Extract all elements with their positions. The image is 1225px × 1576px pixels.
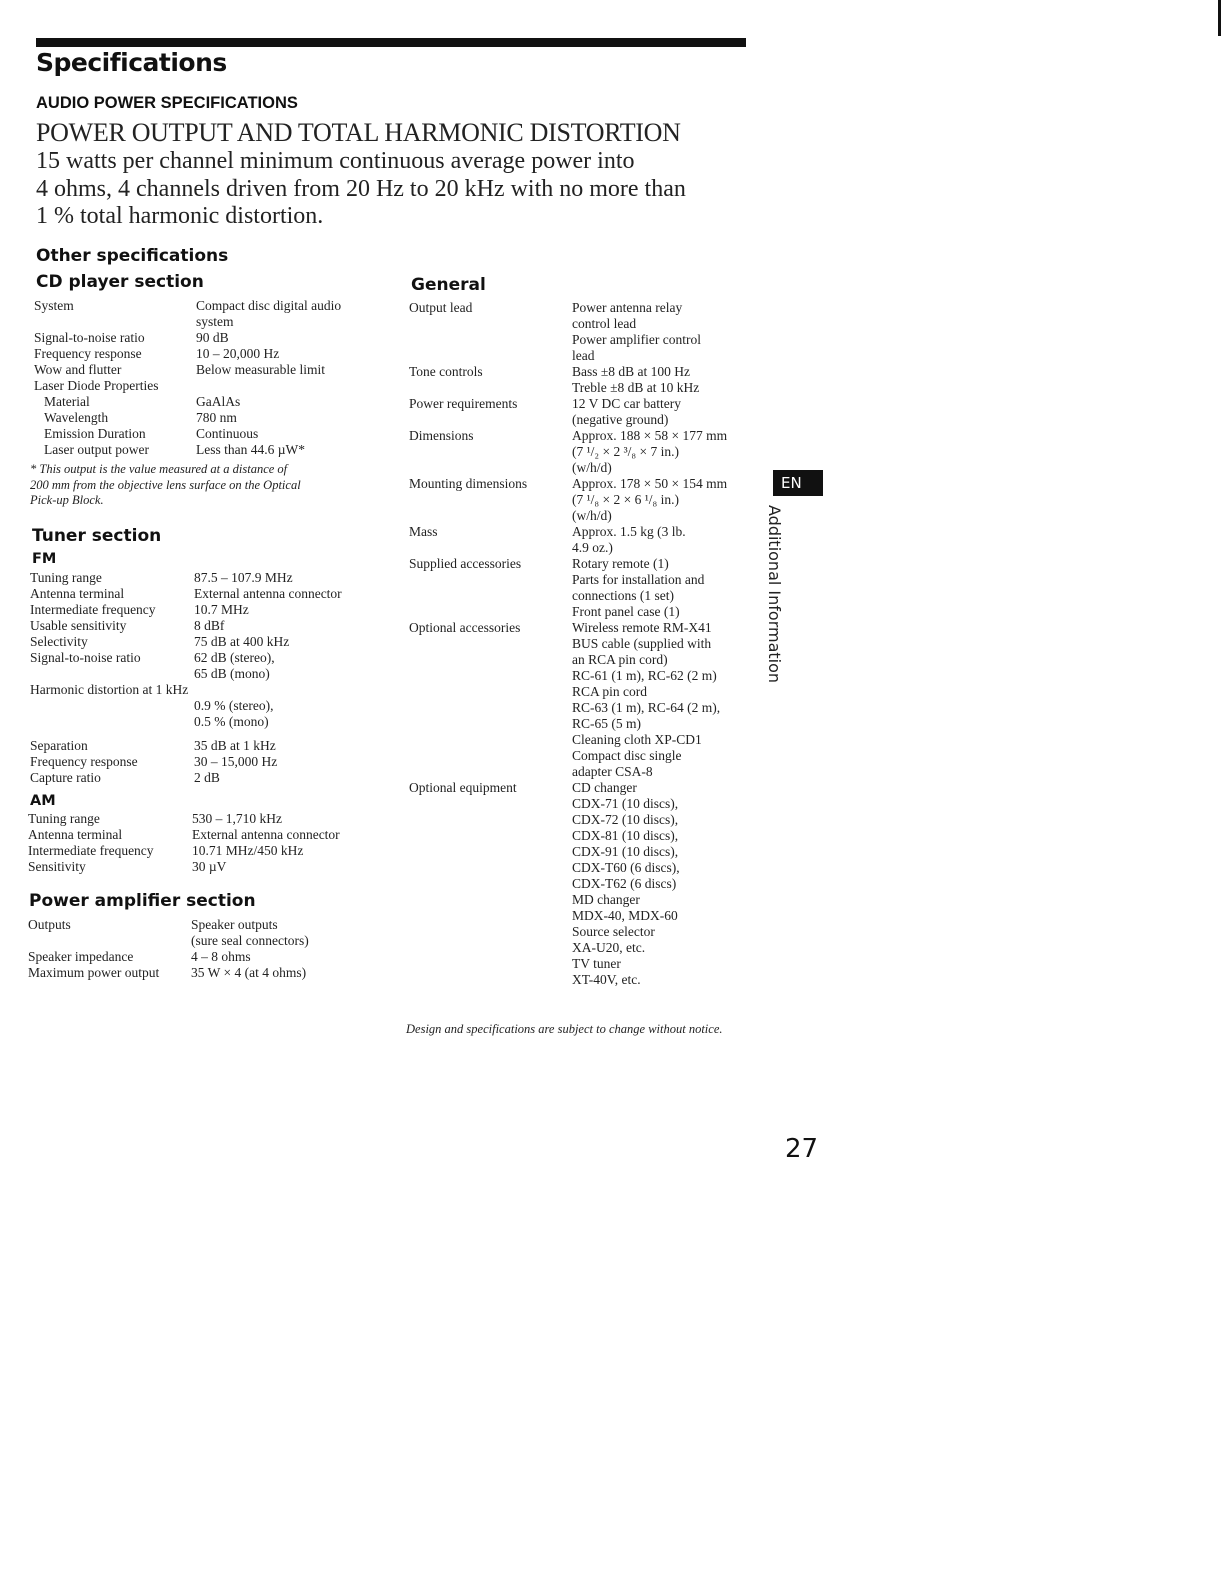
statement-line: 15 watts per channel minimum continuous average power into [36, 148, 635, 174]
spec-row [409, 428, 769, 476]
spec-value: 75 dB at 400 kHz [194, 634, 290, 649]
spec-value: 4 – 8 ohms [191, 949, 251, 964]
spec-value: 90 dB [196, 330, 229, 345]
spec-label: Optional accessories [409, 620, 521, 635]
spec-value: 87.5 – 107.9 MHz [194, 570, 293, 585]
spec-label: Laser output power [44, 442, 149, 457]
spec-label: System [34, 298, 74, 313]
cd-spec-list [34, 298, 384, 458]
spec-value: 2 dB [194, 770, 220, 785]
am-heading: AM [30, 793, 56, 809]
spec-value: 35 W × 4 (at 4 ohms) [191, 965, 307, 980]
language-tab: EN [773, 470, 823, 496]
amp-section-heading: Power amplifier section [29, 891, 256, 911]
spec-label: Output lead [409, 300, 473, 315]
footnote-line: Pick-up Block. [30, 493, 104, 507]
spec-value: 780 nm [196, 410, 237, 425]
spec-label: Power requirements [409, 396, 518, 411]
spec-row [28, 949, 388, 965]
cd-section-heading: CD player section [36, 272, 204, 292]
spec-label: Antenna terminal [28, 827, 123, 842]
spec-row [34, 442, 384, 458]
spec-value: Continuous [196, 426, 259, 441]
spec-value: External antenna connector [194, 586, 342, 601]
spec-row [30, 570, 390, 586]
laser-footnote [30, 462, 370, 509]
page-edge-mark [1218, 0, 1221, 36]
spec-value: 10.7 MHz [194, 602, 249, 617]
side-section-label: Additional Information [765, 505, 784, 684]
header-rule [36, 38, 746, 47]
general-section-heading: General [411, 275, 486, 295]
spec-label: Signal-to-noise ratio [30, 650, 141, 665]
spec-value: CD changer CDX-71 (10 discs), CDX-72 (10 discs), CDX-81 (10 discs), CDX-91 (10 discs), CDX-T60 (6 discs), CDX-T62 (6 discs) MD changer MDX-40, MDX-60 Source selector XA-U20, etc. TV tuner XT-40V, etc. [572, 780, 680, 987]
spec-value: Less than 44.6 µW* [196, 442, 306, 457]
spec-row [409, 780, 769, 988]
tuner-section-heading: Tuner section [32, 526, 162, 546]
spec-label: Maximum power output [28, 965, 160, 980]
spec-value: Approx. 188 × 58 × 177 mm (7 ¹/₂ × 2 ³/₈ × 7 in.) (w/h/d) [572, 428, 728, 475]
other-specifications-heading: Other specifications [36, 246, 229, 266]
spec-label: Mounting dimensions [409, 476, 528, 491]
spec-label: Tuning range [30, 570, 102, 585]
spec-label: Supplied accessories [409, 556, 522, 571]
spec-value: 30 – 15,000 Hz [194, 754, 278, 769]
spec-row [34, 410, 384, 426]
spec-label: Harmonic distortion at 1 kHz [30, 682, 189, 697]
spec-row [28, 811, 388, 827]
spec-row [409, 364, 769, 396]
fm-heading: FM [32, 551, 57, 567]
footnote-line: * This output is the value measured at a distance of [30, 462, 288, 476]
power-output-heading: POWER OUTPUT AND TOTAL HARMONIC DISTORTION [36, 118, 681, 147]
spec-row [30, 754, 390, 770]
spec-label: Laser Diode Properties [34, 378, 159, 393]
spec-row [34, 346, 384, 362]
spec-value: 62 dB (stereo), 65 dB (mono) [194, 650, 275, 681]
spec-label: Signal-to-noise ratio [34, 330, 145, 345]
fm-spec-list [30, 570, 390, 786]
spec-value: 8 dBf [194, 618, 225, 633]
audio-power-heading: AUDIO POWER SPECIFICATIONS [36, 94, 298, 112]
page-title: Specifications [36, 48, 227, 77]
spec-value: 10 – 20,000 Hz [196, 346, 280, 361]
spec-row [409, 476, 769, 524]
spec-label: Frequency response [30, 754, 138, 769]
am-spec-list [28, 811, 388, 875]
spec-row [30, 602, 390, 618]
spec-row [30, 586, 390, 602]
spec-label: Intermediate frequency [30, 602, 156, 617]
spec-row [28, 827, 388, 843]
spec-row [34, 298, 384, 330]
spec-label: Antenna terminal [30, 586, 125, 601]
spec-value: Bass ±8 dB at 100 Hz Treble ±8 dB at 10 kHz [572, 364, 700, 395]
spec-value: Below measurable limit [196, 362, 325, 377]
spec-value: 10.71 MHz/450 kHz [192, 843, 304, 858]
spec-value: External antenna connector [192, 827, 340, 842]
spec-value: 30 µV [192, 859, 227, 874]
spec-row [28, 859, 388, 875]
spec-label: Capture ratio [30, 770, 101, 785]
spec-row [30, 650, 390, 682]
spec-row [30, 770, 390, 786]
spec-label: Separation [30, 738, 88, 753]
spec-row [30, 618, 390, 634]
spec-value: Approx. 178 × 50 × 154 mm (7 ¹/₈ × 2 × 6 ¹/₈ in.) (w/h/d) [572, 476, 728, 523]
spec-value: 0.9 % (stereo), 0.5 % (mono) [194, 698, 274, 729]
spec-row [30, 682, 390, 730]
spec-label: Tone controls [409, 364, 483, 379]
spec-label: Wow and flutter [34, 362, 122, 377]
spec-label: Selectivity [30, 634, 88, 649]
spec-row [28, 917, 388, 949]
spec-label: Intermediate frequency [28, 843, 154, 858]
spec-value: 35 dB at 1 kHz [194, 738, 276, 753]
spec-row [30, 738, 390, 754]
spec-label: Optional equipment [409, 780, 517, 795]
spec-label: Tuning range [28, 811, 100, 826]
spec-value: Approx. 1.5 kg (3 lb. 4.9 oz.) [572, 524, 686, 555]
spec-value: Speaker outputs (sure seal connectors) [191, 917, 309, 948]
spec-value: Compact disc digital audio system [196, 298, 342, 329]
spec-value: Power antenna relay control lead Power amplifier control lead [572, 300, 701, 363]
spec-row [409, 300, 769, 364]
general-spec-list [409, 300, 769, 988]
spec-row [28, 843, 388, 859]
spec-label: Mass [409, 524, 438, 539]
spec-row [30, 634, 390, 650]
spec-label: Wavelength [44, 410, 109, 425]
spec-row [34, 362, 384, 378]
spec-value: 530 – 1,710 kHz [192, 811, 282, 826]
spec-row [34, 378, 384, 394]
power-statement [36, 148, 756, 231]
spec-label: Emission Duration [44, 426, 146, 441]
spec-row [34, 330, 384, 346]
spec-row [28, 965, 388, 981]
spec-row [34, 426, 384, 442]
amp-spec-list [28, 917, 388, 981]
statement-line: 4 ohms, 4 channels driven from 20 Hz to 20 kHz with no more than [36, 175, 686, 202]
spec-row [409, 396, 769, 428]
spec-value: GaAlAs [196, 394, 241, 409]
statement-line: 1 % total harmonic distortion. [36, 203, 324, 229]
footnote-line: 200 mm from the objective lens surface on the Optical [30, 477, 301, 492]
spec-label: Sensitivity [28, 859, 86, 874]
spec-row [409, 556, 769, 620]
spec-value: 12 V DC car battery (negative ground) [572, 396, 681, 427]
spec-label: Speaker impedance [28, 949, 134, 964]
spec-value: Wireless remote RM-X41 BUS cable (supplied with an RCA pin cord) RC-61 (1 m), RC-62 (2 m) RCA pin cord RC-63 (1 m), RC-64 (2 m), RC-65 (5 m) Cleaning cloth XP-CD1 Compact disc single adapter CSA-8 [572, 620, 721, 779]
spec-row [409, 524, 769, 556]
spec-label: Dimensions [409, 428, 474, 443]
spec-row [409, 620, 769, 780]
spec-row [34, 394, 384, 410]
spec-label: Frequency response [34, 346, 142, 361]
spec-label: Usable sensitivity [30, 618, 127, 633]
spec-label: Outputs [28, 917, 71, 932]
page-number: 27 [785, 1134, 819, 1164]
spec-label: Material [44, 394, 90, 409]
spec-value: Rotary remote (1) Parts for installation and connections (1 set) Front panel case (1) [572, 556, 705, 619]
design-notice: Design and specifications are subject to change without notice. [406, 1022, 723, 1036]
